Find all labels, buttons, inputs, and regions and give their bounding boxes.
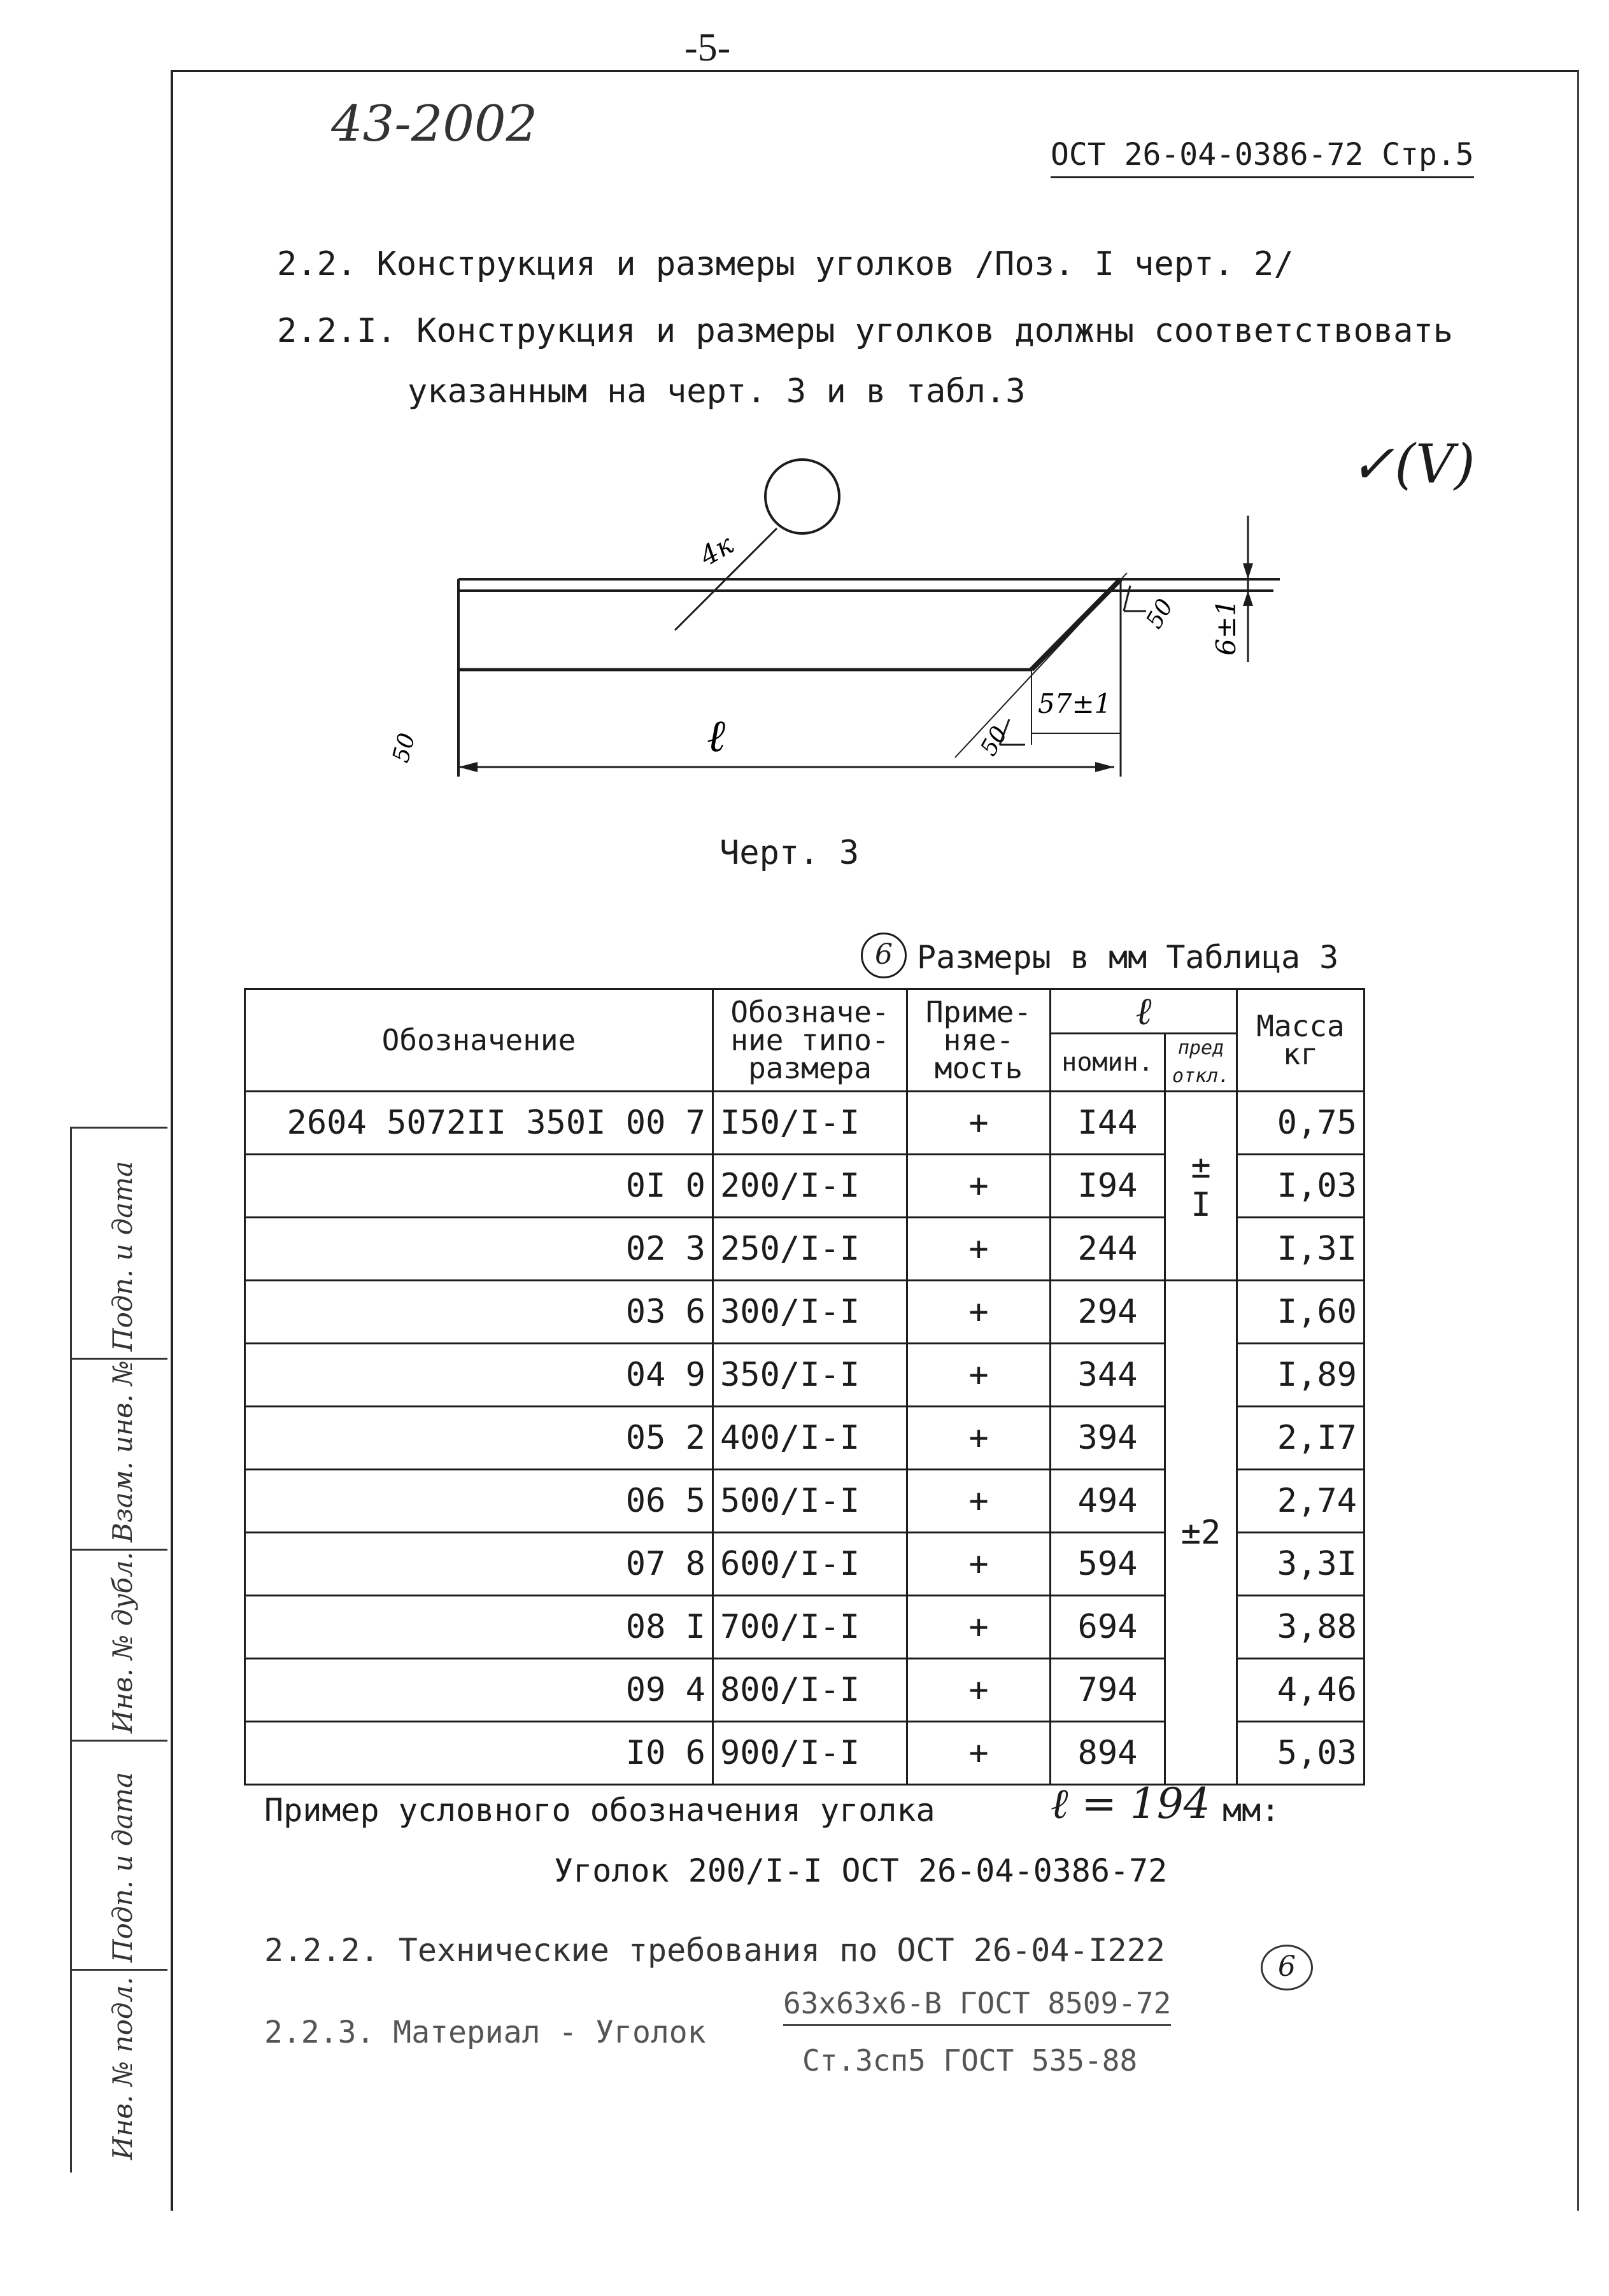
- table-row: 2604 5072II 350I 00 7 I50/I-I + I44 ± I 0,75: [245, 1092, 1364, 1155]
- table-row: 02 3 250/I-I + 244 I,3I: [245, 1218, 1364, 1281]
- table-caption-circle: 6: [861, 933, 907, 978]
- label-4k: 4к: [694, 528, 739, 572]
- table-row: 03 6 300/I-I + 294 ±2 I,60: [245, 1281, 1364, 1344]
- col-applicability: Приме-няе-мость: [907, 989, 1051, 1092]
- section-2-2: 2.2. Конструкция и размеры уголков /Поз. I черт. 2/: [277, 245, 1294, 283]
- side-stamp-4: Подп. и дата: [107, 1771, 138, 1962]
- side-stamp: [70, 1127, 167, 2173]
- material-circle: 6: [1261, 1945, 1313, 1990]
- doc-header: ОСТ 26-04-0386-72 Стр.5: [1051, 137, 1474, 178]
- table-caption: Размеры в мм Таблица 3: [917, 939, 1339, 976]
- material-denominator: Ст.3сп5 ГОСТ 535-88: [802, 2043, 1138, 2078]
- table-row: 0I 0 200/I-I + I94 I,03: [245, 1155, 1364, 1218]
- side-stamp-2: Взам. инв. №: [107, 1360, 138, 1542]
- col-nominal: номин.: [1051, 1034, 1165, 1092]
- side-stamp-5: Инв. № подл.: [107, 1976, 138, 2160]
- col-limit-dev: пред откл.: [1165, 1034, 1237, 1092]
- label-57: 57±1: [1038, 688, 1112, 719]
- section-2-2-1-cont: указанным на черт. 3 и в табл.3: [408, 372, 1026, 411]
- check-mark: ✓(V): [1350, 433, 1475, 495]
- label-50-right: 50: [1141, 595, 1179, 633]
- example-designation: Уголок 200/I-I ОСТ 26-04-0386-72: [554, 1852, 1168, 1889]
- col-type-size: Обозначе-ние типо-размера: [713, 989, 907, 1092]
- label-6: 6±1: [1210, 599, 1242, 656]
- example-unit: мм:: [1223, 1792, 1280, 1829]
- page-number: -5-: [684, 26, 731, 69]
- position-circle: [765, 460, 839, 533]
- material-numerator: 63x63x6-В ГОСТ 8509-72: [783, 1986, 1171, 2026]
- col-mass: Масса кг: [1237, 989, 1364, 1092]
- table-row: 04 9 350/I-I + 344 I,89: [245, 1344, 1364, 1407]
- side-stamp-1: Подп. и дата: [107, 1160, 138, 1351]
- table-row: 08 I 700/I-I + 694 3,88: [245, 1596, 1364, 1659]
- side-stamp-3: Инв. № дубл.: [107, 1551, 138, 1733]
- section-2-2-2: 2.2.2. Технические требования по ОСТ 26-04-I222: [264, 1932, 1165, 1969]
- table-row: 05 2 400/I-I + 394 2,I7: [245, 1407, 1364, 1470]
- col-l: ℓ: [1051, 989, 1237, 1034]
- dimensions-table: [244, 988, 1365, 1785]
- tolerance-group-2: ±2: [1165, 1281, 1237, 1785]
- label-50-bottom: 50: [975, 722, 1013, 761]
- section-2-2-3: 2.2.3. Материал - Уголок: [264, 2015, 706, 2050]
- tolerance-group-1: ± I: [1165, 1092, 1237, 1281]
- section-2-2-1: 2.2.I. Конструкция и размеры уголков должны соответствовать: [277, 312, 1454, 350]
- label-50-left: 50: [388, 730, 421, 766]
- col-designation: Обозначение: [245, 989, 713, 1092]
- example-label: Пример условного обозначения уголка: [264, 1792, 935, 1829]
- table-row: 06 5 500/I-I + 494 2,74: [245, 1470, 1364, 1533]
- angle-drawing: [382, 446, 1305, 802]
- table-row: 09 4 800/I-I + 794 4,46: [245, 1659, 1364, 1722]
- label-l: ℓ: [707, 710, 726, 762]
- table-row: 07 8 600/I-I + 594 3,3I: [245, 1533, 1364, 1596]
- figure-caption: Черт. 3: [719, 834, 860, 872]
- example-l: ℓ = 194: [1051, 1779, 1210, 1828]
- handwritten-code: 43-2002: [331, 95, 538, 153]
- table-row: I0 6 900/I-I + 894 5,03: [245, 1722, 1364, 1785]
